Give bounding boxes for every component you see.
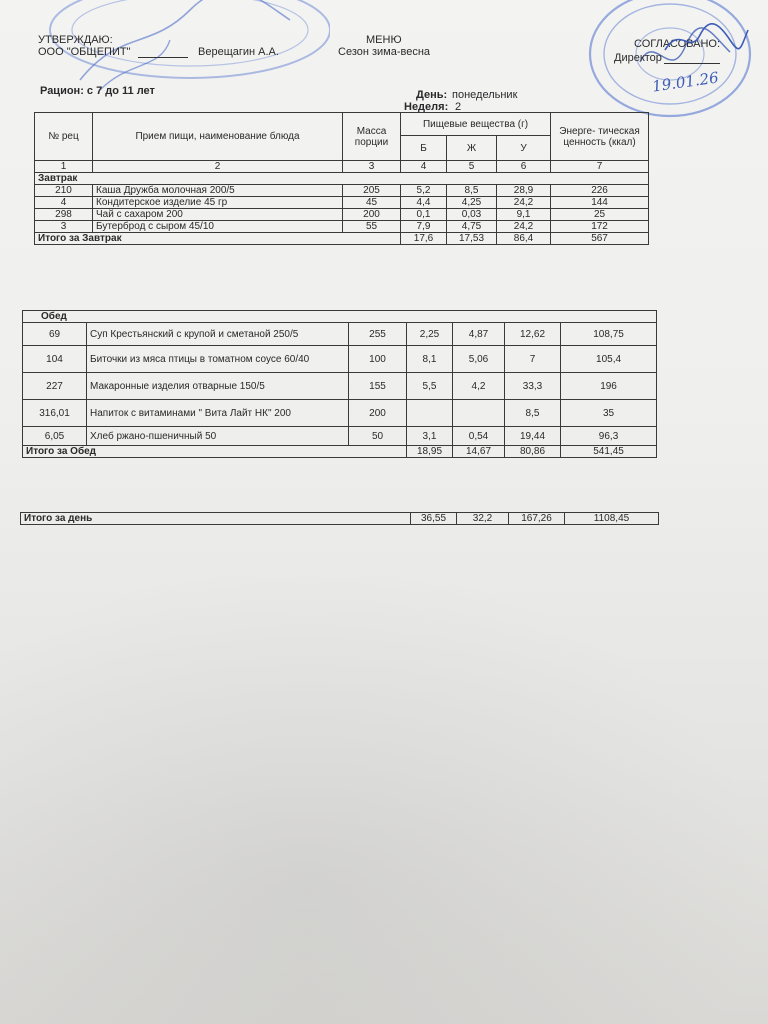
portion-mass: 155: [349, 373, 407, 400]
portion-mass: 45: [343, 197, 401, 209]
table-row: [35, 209, 649, 221]
carbs: 12,62: [505, 323, 561, 346]
menu-title: МЕНЮ: [366, 34, 402, 46]
week-label: Неделя:: [404, 101, 449, 113]
breakfast-table: [34, 112, 649, 245]
col-zh: Ж: [447, 136, 497, 161]
org-name: ООО "ОБЩЕПИТ": [38, 46, 131, 58]
carbs: 9,1: [497, 209, 551, 221]
ration: Рацион: с 7 до 11 лет: [40, 85, 155, 97]
fat: 4,25: [447, 197, 497, 209]
col-energy: Энерге- тическая ценность (ккал): [551, 113, 649, 161]
recipe-number: 210: [35, 185, 93, 197]
total-row: Итого за день 36,55 32,2 167,26 1108,45: [21, 513, 659, 525]
dish-name: Суп Крестьянский с крупой и сметаной 250/5: [87, 323, 349, 346]
table-row: [35, 197, 649, 209]
protein: [407, 400, 453, 427]
dish-name: Чай с сахаром 200: [93, 209, 343, 221]
carbs: 28,9: [497, 185, 551, 197]
total-label: Итого за день: [21, 513, 411, 525]
column-index-row: 1 2 3 4 5 6 7: [35, 161, 649, 173]
dish-name: Хлеб ржано-пшеничный 50: [87, 427, 349, 446]
lunch-table: [22, 310, 657, 458]
fat: 4,2: [453, 373, 505, 400]
energy: 196: [561, 373, 657, 400]
approved-label: УТВЕРЖДАЮ:: [38, 34, 113, 46]
protein: 4,4: [401, 197, 447, 209]
total-row: Итого за Обед 18,95 14,67 80,86 541,45: [23, 446, 657, 458]
dish-name: Биточки из мяса птицы в томатном соусе 60/40: [87, 346, 349, 373]
portion-mass: 100: [349, 346, 407, 373]
table-row: [23, 373, 657, 400]
fat: [453, 400, 505, 427]
energy: 96,3: [561, 427, 657, 446]
energy: 105,4: [561, 346, 657, 373]
energy: 35: [561, 400, 657, 427]
table-row: [23, 400, 657, 427]
portion-mass: 50: [349, 427, 407, 446]
total-label: Итого за Завтрак: [35, 233, 401, 245]
fat: 8,5: [447, 185, 497, 197]
total-label: Итого за Обед: [23, 446, 407, 458]
director-label: Директор: [614, 52, 662, 64]
protein: 3,1: [407, 427, 453, 446]
energy: 144: [551, 197, 649, 209]
protein: 0,1: [401, 209, 447, 221]
recipe-number: 4: [35, 197, 93, 209]
recipe-number: 3: [35, 221, 93, 233]
season: Сезон зима-весна: [338, 46, 431, 58]
energy: 226: [551, 185, 649, 197]
table-row: [35, 221, 649, 233]
director-signature: [660, 20, 750, 60]
col-mass: Масса порции: [343, 113, 401, 161]
col-dish: Прием пищи, наименование блюда: [93, 113, 343, 161]
portion-mass: 255: [349, 323, 407, 346]
recipe-number: 104: [23, 346, 87, 373]
recipe-number: 227: [23, 373, 87, 400]
section-row: [23, 311, 657, 323]
dish-name: Бутерброд с сыром 45/10: [93, 221, 343, 233]
agreed-label: СОГЛАСОВАНО:: [634, 38, 721, 50]
fat: 4,87: [453, 323, 505, 346]
carbs: 24,2: [497, 197, 551, 209]
recipe-number: 298: [35, 209, 93, 221]
carbs: 19,44: [505, 427, 561, 446]
carbs: 8,5: [505, 400, 561, 427]
protein: 7,9: [401, 221, 447, 233]
total-row: Итого за Завтрак 17,6 17,53 86,4 567: [35, 233, 649, 245]
protein: 8,1: [407, 346, 453, 373]
section-title: Завтрак: [35, 173, 649, 185]
table-header-row: [35, 113, 649, 136]
signer-name: Верещагин А.А.: [198, 46, 279, 58]
table-row: [23, 323, 657, 346]
portion-mass: 200: [349, 400, 407, 427]
dish-name: Каша Дружба молочная 200/5: [93, 185, 343, 197]
recipe-number: 316,01: [23, 400, 87, 427]
carbs: 24,2: [497, 221, 551, 233]
fat: 0,03: [447, 209, 497, 221]
protein: 2,25: [407, 323, 453, 346]
portion-mass: 200: [343, 209, 401, 221]
day-total-table: [20, 512, 659, 525]
table-row: [35, 185, 649, 197]
col-b: Б: [401, 136, 447, 161]
col-u: У: [497, 136, 551, 161]
dish-name: Напиток с витаминами " Вита Лайт НК" 200: [87, 400, 349, 427]
day-label: День:: [416, 89, 448, 101]
day-value: понедельник: [452, 89, 518, 101]
recipe-number: 69: [23, 323, 87, 346]
dish-name: Макаронные изделия отварные 150/5: [87, 373, 349, 400]
signature-line: [138, 46, 188, 58]
energy: 172: [551, 221, 649, 233]
protein: 5,2: [401, 185, 447, 197]
signature-date: 19.01.26: [651, 68, 720, 96]
table-row: [23, 427, 657, 446]
section-row: [35, 173, 649, 185]
carbs: 7: [505, 346, 561, 373]
portion-mass: 205: [343, 185, 401, 197]
week-value: 2: [455, 101, 462, 113]
recipe-number: 6,05: [23, 427, 87, 446]
col-num: № рец: [35, 113, 93, 161]
energy: 108,75: [561, 323, 657, 346]
table-row: [23, 346, 657, 373]
energy: 25: [551, 209, 649, 221]
section-title: Обед: [23, 311, 657, 323]
dish-name: Кондитерское изделие 45 гр: [93, 197, 343, 209]
carbs: 33,3: [505, 373, 561, 400]
col-nutrients: Пищевые вещества (г): [401, 113, 551, 136]
fat: 4,75: [447, 221, 497, 233]
fat: 0,54: [453, 427, 505, 446]
fat: 5,06: [453, 346, 505, 373]
protein: 5,5: [407, 373, 453, 400]
portion-mass: 55: [343, 221, 401, 233]
